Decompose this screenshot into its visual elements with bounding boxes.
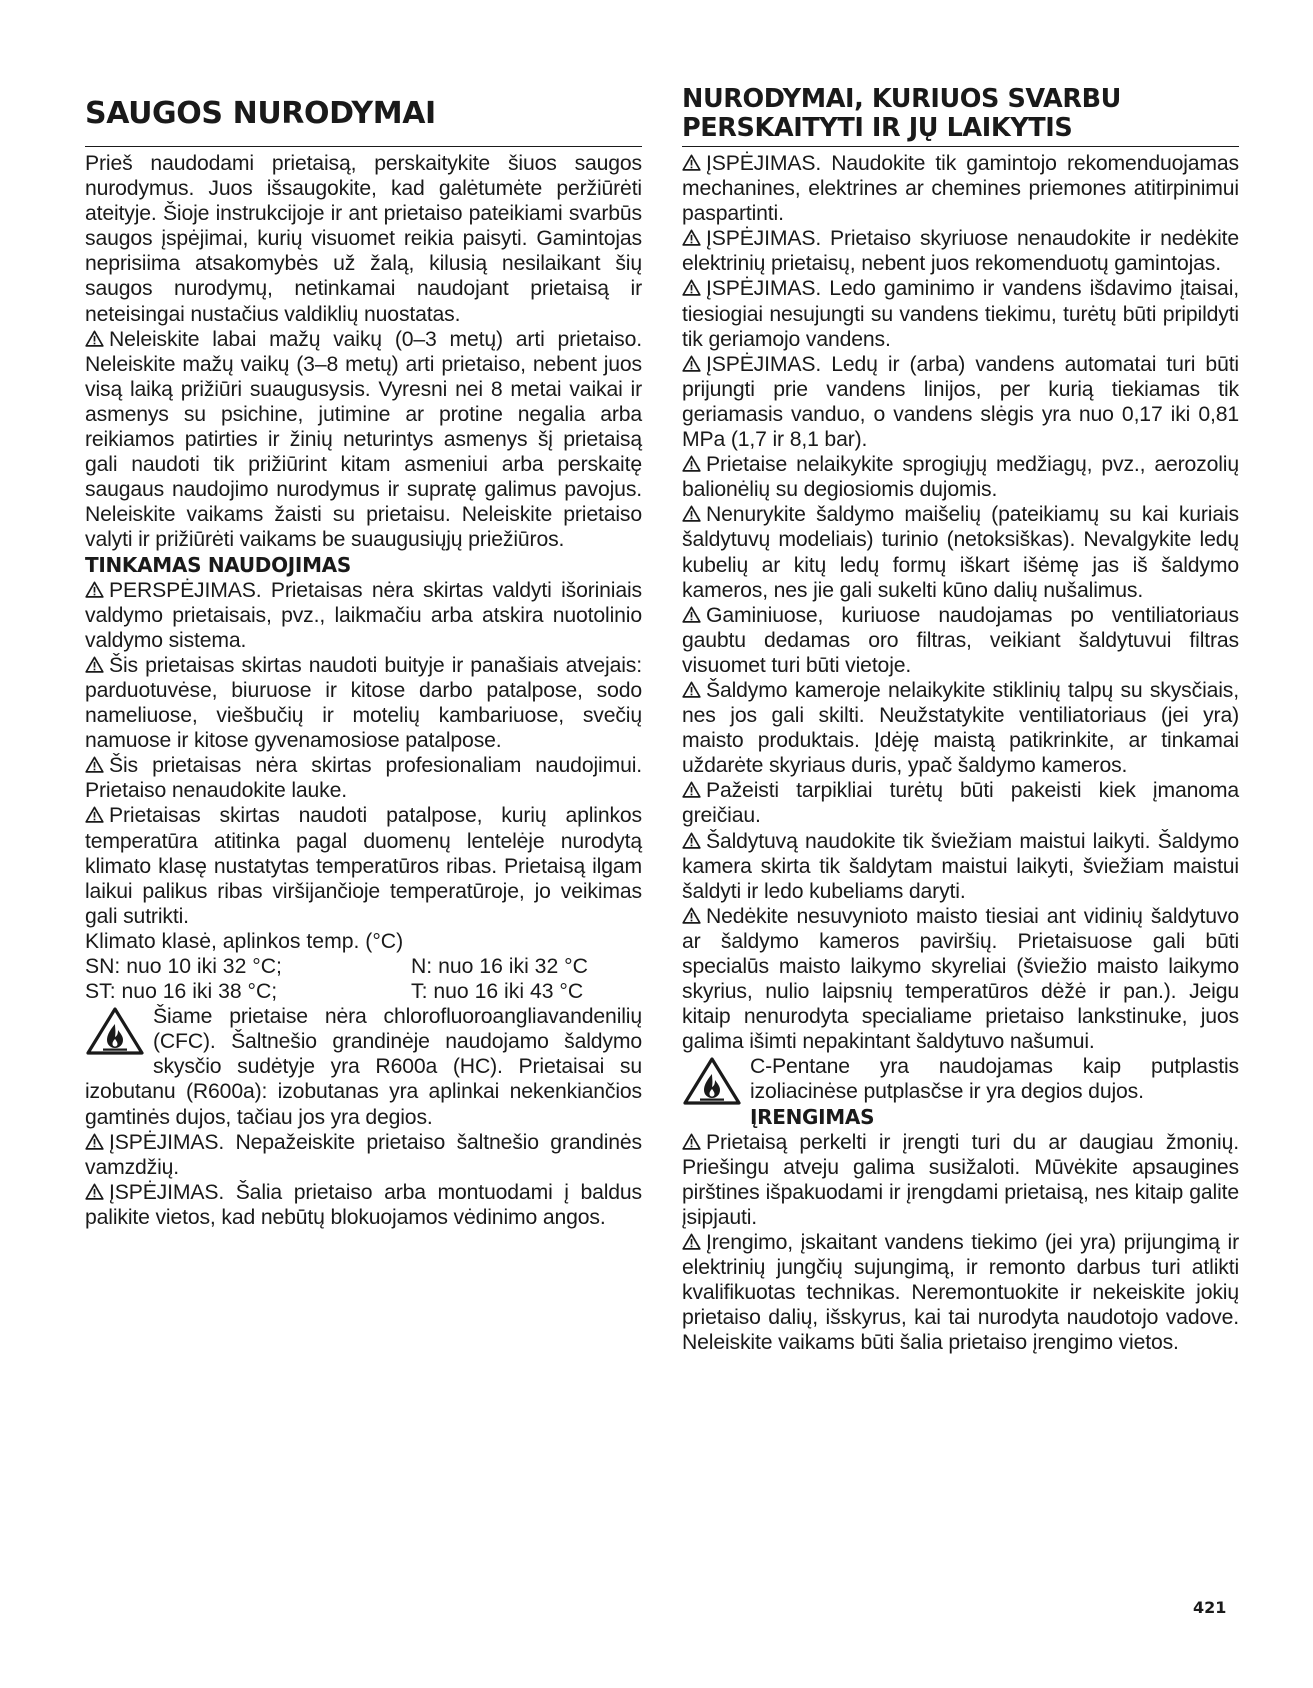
warning-triangle-icon [682, 355, 701, 372]
climate-row [85, 954, 642, 979]
usage-paragraph-3: Šis prietaisas nėra skirtas profesionaliam naudojimui. Prietaiso nenaudokite lauke. [85, 754, 642, 803]
page-title: SAUGOS NURODYMAI [85, 96, 436, 131]
usage-paragraph-4: Prietaisas skirtas naudoti patalpose, kurių aplinkos temperatūra atitinka pagal duomenų lentelėje nurodytą klimato klasę nustatytas temperatūros ribas. Prietaisą ilgam laikui palikus ribas viršijančioje temperatūroje, jo veikimas gali sutrikti. [85, 804, 642, 928]
warning-triangle-icon [85, 330, 104, 347]
section-title [682, 82, 1239, 146]
pentane-block [682, 1054, 1239, 1104]
right-paragraph-7: Gaminiuose, kuriuose naudojamas po ventiliatoriaus gaubtu dedamas oro filtras, veikiant šaldytuvui filtras visuomet turi būti vietoje. [682, 603, 1239, 677]
warning-triangle-icon [85, 1133, 104, 1150]
right-paragraph-11: Nedėkite nesuvynioto maisto tiesiai ant vidinių šaldytuvo ar šaldymo kameros paviršių. Prietaisuose gali būti specialūs maisto laikymo skyreliai (šviežio maisto laikymo skyrius, nulio laipsnių temperatūros dėžė ir pan.). Jeigu kitaip nenurodyta specialiame prietaiso lankstinuke, juos galima išimti nepakintant šaldytuvo našumui. [682, 904, 1239, 1054]
title-rule [682, 146, 1239, 147]
right-paragraph-2: ĮSPĖJIMAS. Prietaiso skyriuose nenaudokite ir nedėkite elektrinių prietaisų, nebent juos rekomenduotų gamintojas. [682, 227, 1239, 276]
right-paragraph-10: Šaldytuvą naudokite tik šviežiam maistui laikyti. Šaldymo kamera skirta tik šaldytam maistui laikyti, šviežiam maistui šaldyti ir ledo kubeliams daryti. [682, 829, 1239, 903]
warning-triangle-icon [682, 1233, 701, 1250]
climate-sn: SN: nuo 10 iki 32 °C; [85, 955, 282, 978]
page-number: 421 [1193, 1598, 1227, 1617]
cfc-paragraph: Šiame prietaise nėra chlorofluoroangliavandenilių (CFC). Šaltnešio grandinėje naudojamo šaldymo skysčio sudėtyje yra R600a (HC). Prietaisai su izobutanu (R600a): izobutanas yra aplinkai nekenkiančios gamtinės dujos, tačiau jos yra degios. [85, 1005, 642, 1129]
warning-triangle-icon [682, 832, 701, 849]
pentane-paragraph: C-Pentane yra naudojamas kaip putplastis izoliacinėse putplasčse ir yra degios dujos. [750, 1055, 1239, 1104]
install-paragraph-1: Prietaisą perkelti ir įrengti turi du ar daugiau žmonių. Priešingu atveju galima susižaloti. Mūvėkite apsaugines pirštines išpakuodami ir įrengdami prietaisą, nes kitaip galite įsipjauti. [682, 1130, 1239, 1229]
installation-heading: ĮRENGIMAS [750, 1104, 875, 1129]
warning-triangle-icon [682, 606, 701, 623]
install-paragraph-2: Įrengimo, įskaitant vandens tiekimo (jei yra) prijungimą ir elektrinių jungčių sujungimą, ir remonto darbus turi atlikti kvalifikuotas technikas. Neremontuokite ir nekeiskite jokių prietaiso dalių, išskyrus, kai tai nurodyta naudotojo vadove. Neleiskite vaikams būti šalia prietaiso įrengimo vietos. [682, 1231, 1239, 1355]
climate-st: ST: nuo 16 iki 38 °C; [85, 980, 278, 1004]
usage-paragraph-2: Šis prietaisas skirtas naudoti buityje ir panašiais atvejais: parduotuvėse, biuruose ir kitose darbo patalpose, sodo nameliuose, viešbučių ir motelių kambariuose, svečių namuose ir kitose gyvenamosiose patalpose. [85, 653, 642, 753]
warning-triangle-icon [682, 781, 701, 798]
warning-triangle-icon [682, 229, 701, 246]
climate-class-table [85, 929, 642, 1004]
flammable-triangle-icon [85, 1006, 145, 1056]
warning-triangle-icon [85, 756, 104, 773]
warning-triangle-icon [85, 1183, 104, 1200]
intro-paragraph: Prieš naudodami prietaisą, perskaitykite šiuos saugos nurodymus. Juos išsaugokite, kad galėtumėte peržiūrėti ateityje. Šioje instrukcijoje ir ant prietaiso pateikiami svarbūs saugos įspėjimai, kurių visuomet reikia paisyti. Gamintojas neprisiima atsakomybės už žalą, kilusią nesilaikant šių saugos nurodymų, netinkamai naudojant prietaisą ir neteisingai nustačius valdiklių nuostatas. [85, 152, 642, 326]
climate-n: N: nuo 16 iki 32 °C [411, 955, 588, 978]
warning-triangle-icon [682, 279, 701, 296]
usage-paragraph-1: PERSPĖJIMAS. Prietaisas nėra skirtas valdyti išoriniais valdymo prietaisais, pvz., laikmačiu arba atskira nuotolinio valdymo sistema. [85, 578, 642, 652]
warning-triangle-icon [85, 581, 104, 598]
right-paragraph-9: Pažeisti tarpikliai turėtų būti pakeisti kiek įmanoma greičiau. [682, 779, 1239, 828]
right-paragraph-6: Nenurykite šaldymo maišelių (pateikiamų su kai kuriais šaldytuvų modeliais) turinio (netoksiškas). Nevalgykite ledų kubelių ar kitų ledų formų iškart išėmę jas iš šaldymo kameros, nes jie gali sukelti kūno dalių nušalimus. [682, 503, 1239, 602]
warning-triangle-icon [682, 681, 701, 698]
climate-heading: Klimato klasė, aplinkos temp. (°C) [85, 929, 404, 953]
warn-pipes-paragraph: ĮSPĖJIMAS. Nepažeiskite prietaiso šaltnešio grandinės vamzdžių. [85, 1130, 642, 1179]
right-paragraph-5: Prietaise nelaikykite sprogiųjų medžiagų, pvz., aerozolių balionėlių su degiosiomis dujomis. [682, 453, 1239, 502]
right-paragraph-1: ĮSPĖJIMAS. Naudokite tik gamintojo rekomenduojamas mechanines, elektrines ar chemines priemones atitirpinimui paspartinti. [682, 152, 1239, 226]
climate-row [85, 979, 642, 1004]
proper-use-heading: TINKAMAS NAUDOJIMAS [85, 552, 351, 577]
right-column [682, 82, 1239, 1356]
warning-triangle-icon [682, 455, 701, 472]
right-paragraph-4: ĮSPĖJIMAS. Ledų ir (arba) vandens automatai turi būti prijungti prie vandens linijos, per kurią tiekiamas tik geriamasis vanduo, o vandens slėgis yra nuo 0,17 iki 0,81 MPa (1,7 ir 8,1 bar). [682, 352, 1239, 452]
section-title-line-2: PERSKAITYTI IR JŲ LAIKYTIS [682, 113, 1073, 143]
warning-triangle-icon [682, 1133, 701, 1150]
left-column [85, 82, 642, 1230]
section-title-line-1: NURODYMAI, KURIUOS SVARBU [682, 84, 1121, 114]
title-rule [85, 146, 642, 147]
warning-triangle-icon [682, 154, 701, 171]
warn-vents-paragraph: ĮSPĖJIMAS. Šalia prietaiso arba montuodami į baldus palikite vietos, kad nebūtų blokuojamos vėdinimo angos. [85, 1180, 642, 1229]
flammable-triangle-icon [682, 1056, 742, 1106]
warning-triangle-icon [682, 907, 701, 924]
right-paragraph-3: ĮSPĖJIMAS. Ledo gaminimo ir vandens išdavimo įtaisai, tiesiogiai nesujungti su vandens tiekimu, turėtų būti pripildyti tik geriamojo vandens. [682, 277, 1239, 351]
warning-triangle-icon [85, 656, 104, 673]
children-paragraph: Neleiskite labai mažų vaikų (0–3 metų) arti prietaiso. Neleiskite mažų vaikų (3–8 metų) arti prietaiso, nebent juos visą laiką prižiūri suaugusysis. Vyresni nei 8 metai vaikai ir asmenys su psichine, jutimine ar protine negalia arba reikiamos patirties ir žinių neturintys asmenys šį prietaisą gali naudoti tik prižiūrint kitam asmeniui arba perskaitę saugaus naudojimo nurodymus ir supratę galimus pavojus. Neleiskite vaikams žaisti su prietaisu. Neleiskite prietaiso valyti ir prižiūrėti vaikams be suaugusiųjų priežiūros. [85, 327, 642, 552]
right-paragraph-8: Šaldymo kameroje nelaikykite stiklinių talpų su skysčiais, nes jos gali skilti. Neužstatykite ventiliatoriaus (jei yra) maisto produktais. Įdėję maistą patikrinkite, ar tinkamai uždarėte skyriaus duris, ypač šaldymo kameros. [682, 678, 1239, 778]
warning-triangle-icon [682, 505, 701, 522]
warning-triangle-icon [85, 806, 104, 823]
cfc-block [85, 1004, 642, 1129]
climate-t: T: nuo 16 iki 43 °C [411, 980, 584, 1004]
